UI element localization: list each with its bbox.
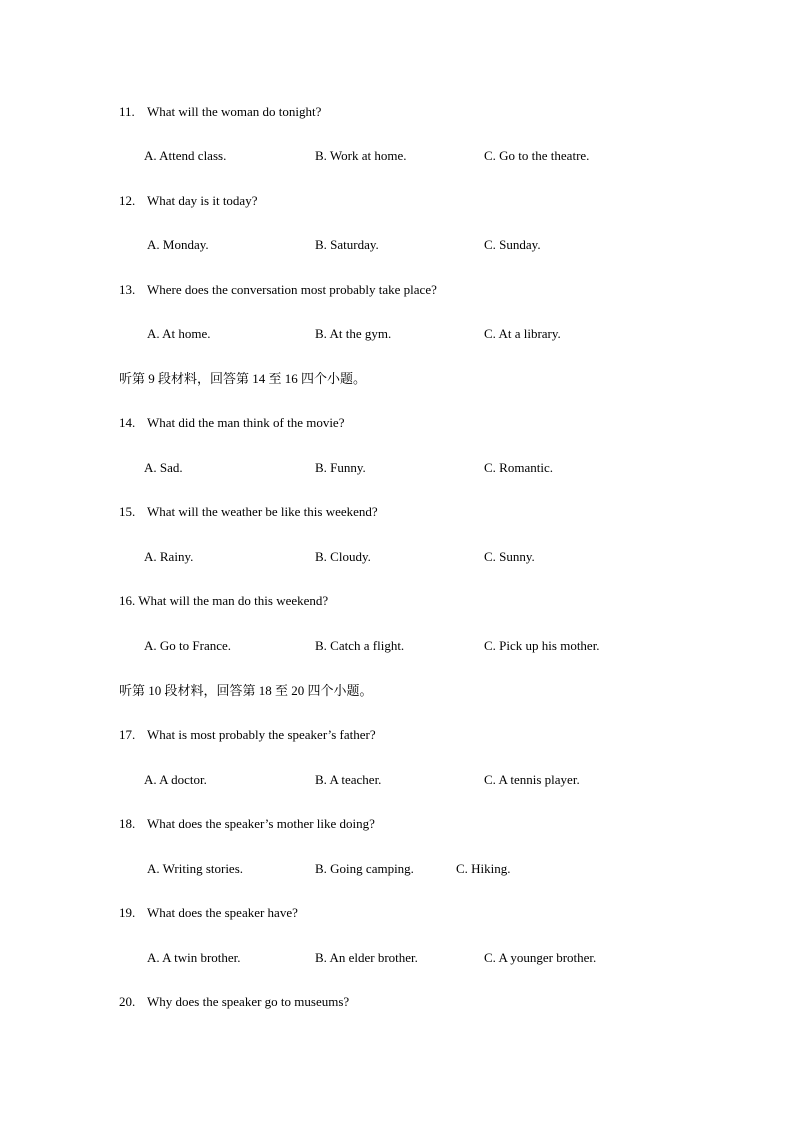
question-text: What will the woman do tonight? xyxy=(147,104,322,119)
question-18 xyxy=(119,816,375,832)
option-c: C. Sunday. xyxy=(484,237,541,252)
option-c: C. A tennis player. xyxy=(484,772,580,787)
option-c: C. Romantic. xyxy=(484,460,553,475)
question-19 xyxy=(119,905,298,921)
option-a: A. A twin brother. xyxy=(147,950,241,965)
option-a: A. Monday. xyxy=(147,237,209,252)
question-text: What does the speaker have? xyxy=(147,905,298,920)
option-b: B. A teacher. xyxy=(315,772,382,787)
option-b: B. Funny. xyxy=(315,460,366,475)
question-text: Where does the conversation most probably take place? xyxy=(147,282,437,297)
question-15 xyxy=(119,504,378,520)
question-number: 12. xyxy=(119,193,136,208)
section-heading-9: 听第 9 段材料，回答第 14 至 16 四个小题。 xyxy=(119,371,367,386)
option-b: B. An elder brother. xyxy=(315,950,418,965)
option-b: B. Catch a flight. xyxy=(315,638,405,653)
question-text: What is most probably the speaker’s father? xyxy=(147,727,376,742)
question-20 xyxy=(119,994,349,1010)
question-number: 13. xyxy=(119,282,136,297)
question-text: What day is it today? xyxy=(147,193,258,208)
option-a: A. Rainy. xyxy=(144,549,194,564)
question-11 xyxy=(119,104,321,120)
option-c: C. Hiking. xyxy=(456,861,511,876)
question-14 xyxy=(119,415,344,431)
option-a: A. Attend class. xyxy=(144,148,227,163)
question-text: What does the speaker’s mother like doing? xyxy=(147,816,375,831)
question-number: 14. xyxy=(119,415,136,430)
question-12 xyxy=(119,193,257,209)
option-c: C. A younger brother. xyxy=(484,950,597,965)
option-b: B. At the gym. xyxy=(315,326,392,341)
option-c: C. Sunny. xyxy=(484,549,535,564)
option-b: B. Saturday. xyxy=(315,237,379,252)
question-number: 18. xyxy=(119,816,136,831)
question-number: 16. xyxy=(119,593,136,608)
question-number: 15. xyxy=(119,504,136,519)
question-number: 17. xyxy=(119,727,136,742)
option-a: A. A doctor. xyxy=(144,772,207,787)
question-text: What will the weather be like this weekend? xyxy=(147,504,378,519)
question-16 xyxy=(119,593,328,609)
question-13 xyxy=(119,282,437,298)
option-a: A. At home. xyxy=(147,326,211,341)
question-text: What did the man think of the movie? xyxy=(147,415,345,430)
question-text: Why does the speaker go to museums? xyxy=(147,994,350,1009)
option-c: C. Pick up his mother. xyxy=(484,638,600,653)
option-c: C. Go to the theatre. xyxy=(484,148,590,163)
option-c: C. At a library. xyxy=(484,326,561,341)
option-a: A. Go to France. xyxy=(144,638,232,653)
question-17 xyxy=(119,727,376,743)
option-b: B. Cloudy. xyxy=(315,549,371,564)
question-number: 19. xyxy=(119,905,136,920)
question-number: 11. xyxy=(119,104,135,119)
option-b: B. Going camping. xyxy=(315,861,414,876)
question-text: What will the man do this weekend? xyxy=(138,593,329,608)
option-a: A. Writing stories. xyxy=(147,861,244,876)
option-a: A. Sad. xyxy=(144,460,183,475)
option-b: B. Work at home. xyxy=(315,148,407,163)
question-number: 20. xyxy=(119,994,136,1009)
section-heading-10: 听第 10 段材料，回答第 18 至 20 四个小题。 xyxy=(119,683,373,698)
